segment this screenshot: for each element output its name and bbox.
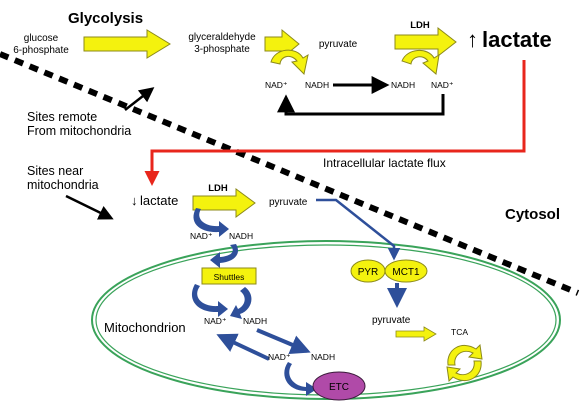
- lactate-label-top: lactate: [482, 27, 552, 52]
- gap-label-1: glyceraldehyde: [188, 32, 256, 43]
- etc-label: ETC: [329, 382, 349, 393]
- nad-return-arrow: [286, 94, 443, 114]
- shuttles-label: Shuttles: [213, 272, 245, 282]
- glycolysis-flow-arrow-1: [84, 30, 170, 58]
- nad-return-mito-arrow: [220, 336, 269, 359]
- glycolysis-title: Glycolysis: [68, 10, 144, 27]
- sites-remote-label-1: Sites remote: [27, 110, 98, 124]
- nad-label-mito: NAD⁺: [204, 316, 227, 326]
- nadh-label-ldh: NADH: [229, 231, 254, 241]
- ldh-cofactor-arrow-up: [210, 244, 238, 268]
- down-arrow-symbol: ↓: [131, 193, 138, 208]
- shuttle-cofactor-arrow-up: [230, 287, 251, 319]
- sites-remote-label-2: From mitochondria: [27, 124, 132, 138]
- sites-near-label-2: mitochondria: [27, 178, 99, 192]
- pyruvate-to-tca-arrow: [396, 327, 436, 341]
- nad-label-ldh: NAD⁺: [190, 231, 213, 241]
- pyruvate-label-middle: pyruvate: [269, 197, 308, 208]
- nad-label-top-1: NAD⁺: [265, 80, 288, 90]
- nadh-label-top-2: NADH: [391, 80, 416, 90]
- sites-remote-pointer: [125, 89, 152, 110]
- pyruvate-transport-arrow: [316, 200, 394, 258]
- pyr-label: PYR: [357, 267, 379, 278]
- gap-label-2: 3-phosphate: [194, 44, 250, 55]
- nad-nadh-cycle-arrow-gap: [271, 50, 308, 74]
- shuttle-cofactor-arrow-down: [192, 284, 228, 317]
- lactate-flux-label: Intracellular lactate flux: [323, 156, 446, 170]
- pyruvate-label-mito: pyruvate: [372, 315, 411, 326]
- etc-cofactor-arrow: [284, 362, 317, 396]
- mitochondrion-label: Mitochondrion: [104, 320, 186, 335]
- sites-near-pointer: [66, 196, 111, 218]
- cytosol-title: Cytosol: [505, 206, 561, 223]
- glucose-label-2: 6-phosphate: [13, 45, 69, 56]
- tca-label: TCA: [451, 327, 468, 337]
- nad-label-top-2: NAD⁺: [431, 80, 454, 90]
- mct1-label: MCT1: [392, 267, 420, 278]
- glucose-label-1: glucose: [23, 33, 59, 44]
- nadh-label-etc: NADH: [311, 352, 336, 362]
- up-arrow-symbol: ↑: [467, 27, 478, 52]
- pyruvate-label-top: pyruvate: [318, 39, 358, 50]
- lactate-label-bottom: lactate: [140, 193, 179, 208]
- nad-label-etc: NAD⁺: [268, 352, 291, 362]
- divider-dashed-line: [0, 54, 578, 293]
- sites-near-label-1: Sites near: [27, 164, 84, 178]
- nad-nadh-cycle-arrow-ldh: [402, 50, 439, 74]
- nadh-to-etc-arrow: [257, 330, 307, 351]
- nadh-label-top-1: NADH: [305, 80, 330, 90]
- ldh-label-bottom: LDH: [208, 183, 228, 194]
- nadh-label-mito: NADH: [243, 316, 268, 326]
- ldh-label-top: LDH: [410, 20, 430, 31]
